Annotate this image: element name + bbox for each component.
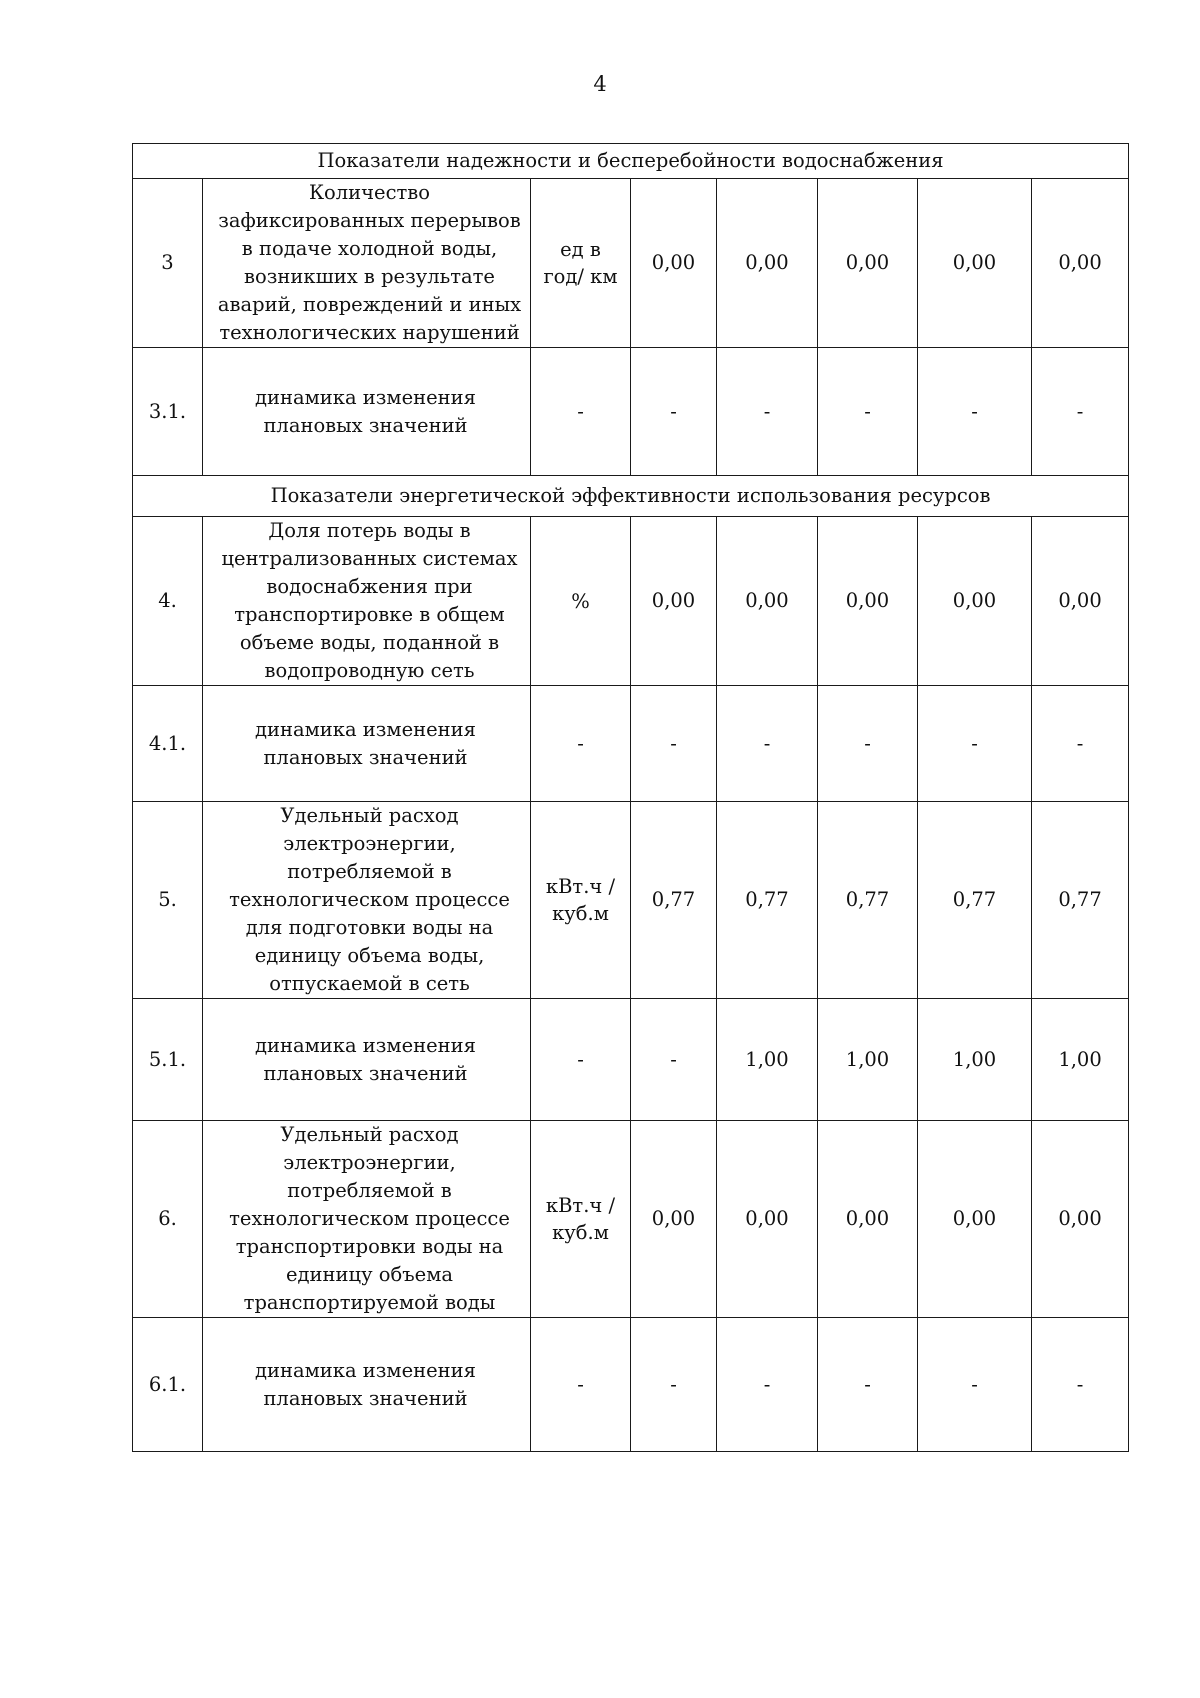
indicator-name (203, 686, 531, 802)
unit-cell: % (531, 517, 631, 686)
table-row (133, 517, 1129, 686)
value-cell: 0,00 (1032, 517, 1129, 686)
value-cell: - (717, 1318, 818, 1452)
table-row (133, 999, 1129, 1121)
value-cell: - (1032, 1318, 1129, 1452)
value-cell: 1,00 (818, 999, 918, 1121)
unit-cell: - (531, 686, 631, 802)
value-cell: - (818, 348, 918, 476)
value-cell: 0,77 (1032, 802, 1129, 999)
value-cell: - (631, 686, 717, 802)
value-cell: 0,00 (717, 1121, 818, 1318)
table-row (133, 1318, 1129, 1452)
row-number: 3 (133, 179, 203, 348)
row-number: 4.1. (133, 686, 203, 802)
unit-cell: - (531, 348, 631, 476)
value-cell: 0,77 (717, 802, 818, 999)
table-row (133, 348, 1129, 476)
section-title: Показатели надежности и бесперебойности водоснабжения (133, 144, 1129, 179)
value-cell: 1,00 (1032, 999, 1129, 1121)
table-row (133, 686, 1129, 802)
indicator-name: Количество зафиксированных перерывов в подаче холодной воды, возникших в результате аварий, повреждений и иных технологических нарушений (203, 179, 531, 348)
unit-label: кВт.ч / куб.м (545, 1194, 616, 1244)
value-cell: 0,00 (1032, 1121, 1129, 1318)
value-cell: 0,00 (631, 517, 717, 686)
value-cell: 0,00 (631, 1121, 717, 1318)
row-number: 4. (133, 517, 203, 686)
indicator-name-text: динамика изменения плановых значений (255, 717, 476, 769)
value-cell: 0,00 (818, 179, 918, 348)
indicator-name-text: динамика изменения плановых значений (255, 1033, 476, 1085)
indicator-name-text: динамика изменения плановых значений (255, 1358, 476, 1410)
value-cell: - (1032, 348, 1129, 476)
row-number: 6.1. (133, 1318, 203, 1452)
indicator-name: Удельный расход электроэнергии, потребляемой в технологическом процессе для подготовки воды на единицу объема воды, отпускаемой в сеть (203, 802, 531, 999)
value-cell: 1,00 (918, 999, 1032, 1121)
page-number: 4 (593, 72, 607, 96)
section-header-row (133, 144, 1129, 179)
value-cell: - (918, 348, 1032, 476)
indicator-name (203, 348, 531, 476)
value-cell: 0,00 (631, 179, 717, 348)
value-cell: - (918, 1318, 1032, 1452)
row-number: 3.1. (133, 348, 203, 476)
unit-cell: - (531, 999, 631, 1121)
value-cell: 0,00 (717, 517, 818, 686)
section-title: Показатели энергетической эффективности использования ресурсов (133, 476, 1129, 517)
value-cell: 1,00 (717, 999, 818, 1121)
value-cell: - (631, 999, 717, 1121)
value-cell: - (631, 348, 717, 476)
value-cell: 0,00 (918, 517, 1032, 686)
value-cell: 0,00 (818, 1121, 918, 1318)
unit-cell (531, 1121, 631, 1318)
row-number: 6. (133, 1121, 203, 1318)
value-cell: 0,77 (918, 802, 1032, 999)
table-row (133, 1121, 1129, 1318)
indicator-name (203, 1318, 531, 1452)
table-row (133, 802, 1129, 999)
indicators-table (132, 143, 1129, 1452)
indicator-name: Удельный расход электроэнергии, потребляемой в технологическом процессе транспортировки воды на единицу объема транспортируемой воды (203, 1121, 531, 1318)
value-cell: - (818, 686, 918, 802)
table-row (133, 179, 1129, 348)
section-header-row (133, 476, 1129, 517)
value-cell: 0,77 (631, 802, 717, 999)
value-cell: - (818, 1318, 918, 1452)
value-cell: 0,77 (818, 802, 918, 999)
indicator-name: Доля потерь воды в централизованных системах водоснабжения при транспортировке в общем объеме воды, поданной в водопроводную сеть (203, 517, 531, 686)
value-cell: - (1032, 686, 1129, 802)
unit-label: кВт.ч / куб.м (545, 875, 616, 925)
value-cell: - (631, 1318, 717, 1452)
indicator-name (203, 999, 531, 1121)
unit-cell (531, 802, 631, 999)
value-cell: - (717, 348, 818, 476)
value-cell: 0,00 (818, 517, 918, 686)
value-cell: - (717, 686, 818, 802)
value-cell: - (918, 686, 1032, 802)
indicator-name-text: динамика изменения плановых значений (255, 385, 476, 437)
value-cell: 0,00 (918, 1121, 1032, 1318)
unit-cell: - (531, 1318, 631, 1452)
value-cell: 0,00 (1032, 179, 1129, 348)
row-number: 5. (133, 802, 203, 999)
unit-label: ед в год/ км (543, 238, 618, 288)
value-cell: 0,00 (717, 179, 818, 348)
value-cell: 0,00 (918, 179, 1032, 348)
row-number: 5.1. (133, 999, 203, 1121)
unit-cell (531, 179, 631, 348)
